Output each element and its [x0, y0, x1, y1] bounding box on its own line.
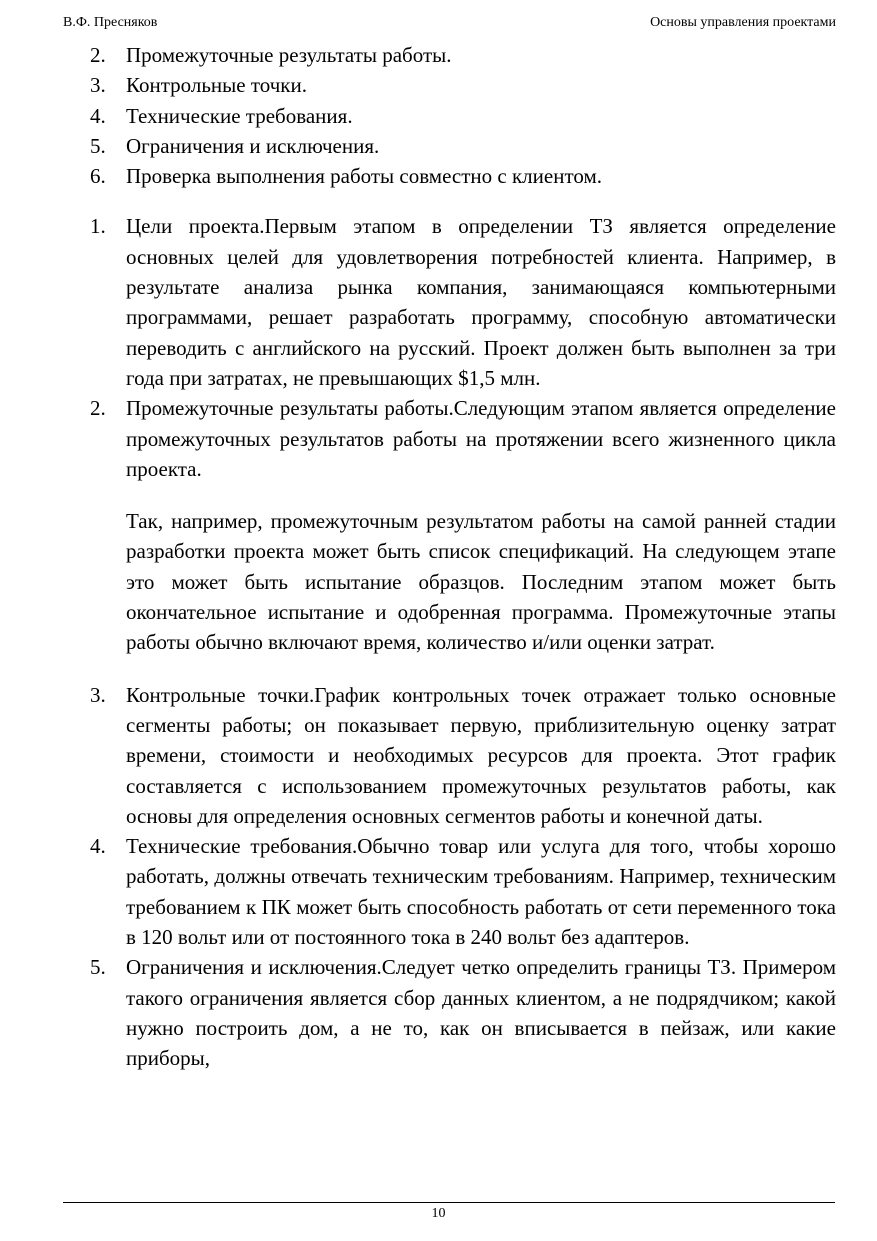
detail-item-checkpoints	[90, 680, 836, 831]
page-number: 10	[431, 1206, 446, 1221]
page-body	[90, 40, 836, 1074]
list-item	[90, 101, 836, 131]
detail-text: Технические требования.Обычно товар или услуга для того, чтобы хорошо работать, должны отвечать техническим требованиям. Например, техническим требованием к ПК может быть способность работать от сети переменного тока в 120 вольт или от постоянного тока в 240 вольт без адаптеров.	[126, 834, 836, 950]
header-title: Основы управления проектами	[650, 15, 836, 30]
footer-divider	[63, 1202, 835, 1203]
list-item	[90, 70, 836, 100]
short-list	[90, 40, 836, 191]
list-text: Технические требования.	[126, 103, 353, 128]
list-number: 6.	[90, 164, 106, 189]
list-number: 5.	[90, 133, 106, 158]
list-text: Ограничения и исключения.	[126, 133, 380, 158]
list-number: 4.	[90, 103, 106, 128]
list-text: Контрольные точки.	[126, 73, 307, 98]
list-number: 3.	[90, 682, 106, 707]
detail-item-goals	[90, 211, 836, 393]
detail-item-technical-requirements	[90, 831, 836, 952]
list-item	[90, 40, 836, 70]
list-number: 5.	[90, 955, 106, 980]
list-text: Проверка выполнения работы совместно с клиентом.	[126, 164, 602, 189]
detail-item-intermediate-results	[90, 393, 836, 657]
detail-text: Цели проекта.Первым этапом в определении ТЗ является определение основных целей для удовлетворения потребностей клиента. Например, в результате анализа рынка компания, занимающаяся компьютерными программами, решает разработать программу, способную автоматически переводить с английского на русский. Проект должен быть выполнен за три года при затратах, не превышающих $1,5 млн.	[126, 214, 836, 390]
detail-text: Ограничения и исключения.Следует четко определить границы ТЗ. Примером такого ограничения является сбор данных клиентом, а не подрядчиком; какой нужно построить дом, а не то, как он вписывается в пейзаж, или какие приборы,	[126, 955, 836, 1071]
detail-list	[90, 211, 836, 1073]
list-item	[90, 131, 836, 161]
page-header	[63, 15, 836, 35]
detail-text-continued: Так, например, промежуточным результатом работы на самой ранней стадии разработки проекта может быть список спецификаций. На следующем этапе это может быть испытание образцов. Последним этапом может быть окончательное испытание и одобренная программа. Промежуточные этапы работы обычно включают время, количество и/или оценки затрат.	[126, 509, 836, 655]
list-number: 2.	[90, 43, 106, 67]
list-number: 3.	[90, 73, 106, 98]
detail-text: Промежуточные результаты работы.Следующим этапом является определение промежуточных результатов работы на протяжении всего жизненного цикла проекта.	[126, 396, 836, 481]
list-item	[90, 161, 836, 191]
list-number: 2.	[90, 396, 106, 421]
list-text: Промежуточные результаты работы.	[126, 43, 452, 67]
list-number: 4.	[90, 834, 106, 859]
header-author: В.Ф. Пресняков	[63, 15, 158, 30]
detail-text: Контрольные точки.График контрольных точек отражает только основные сегменты работы; он показывает первую, приблизительную оценку затрат времени, стоимости и необходимых ресурсов для проекта. Этот график составляется с использованием промежуточных результатов работы, как основы для определения основных сегментов работы и конечной даты.	[126, 682, 836, 828]
list-number: 1.	[90, 214, 106, 239]
detail-item-limitations	[90, 952, 836, 1073]
